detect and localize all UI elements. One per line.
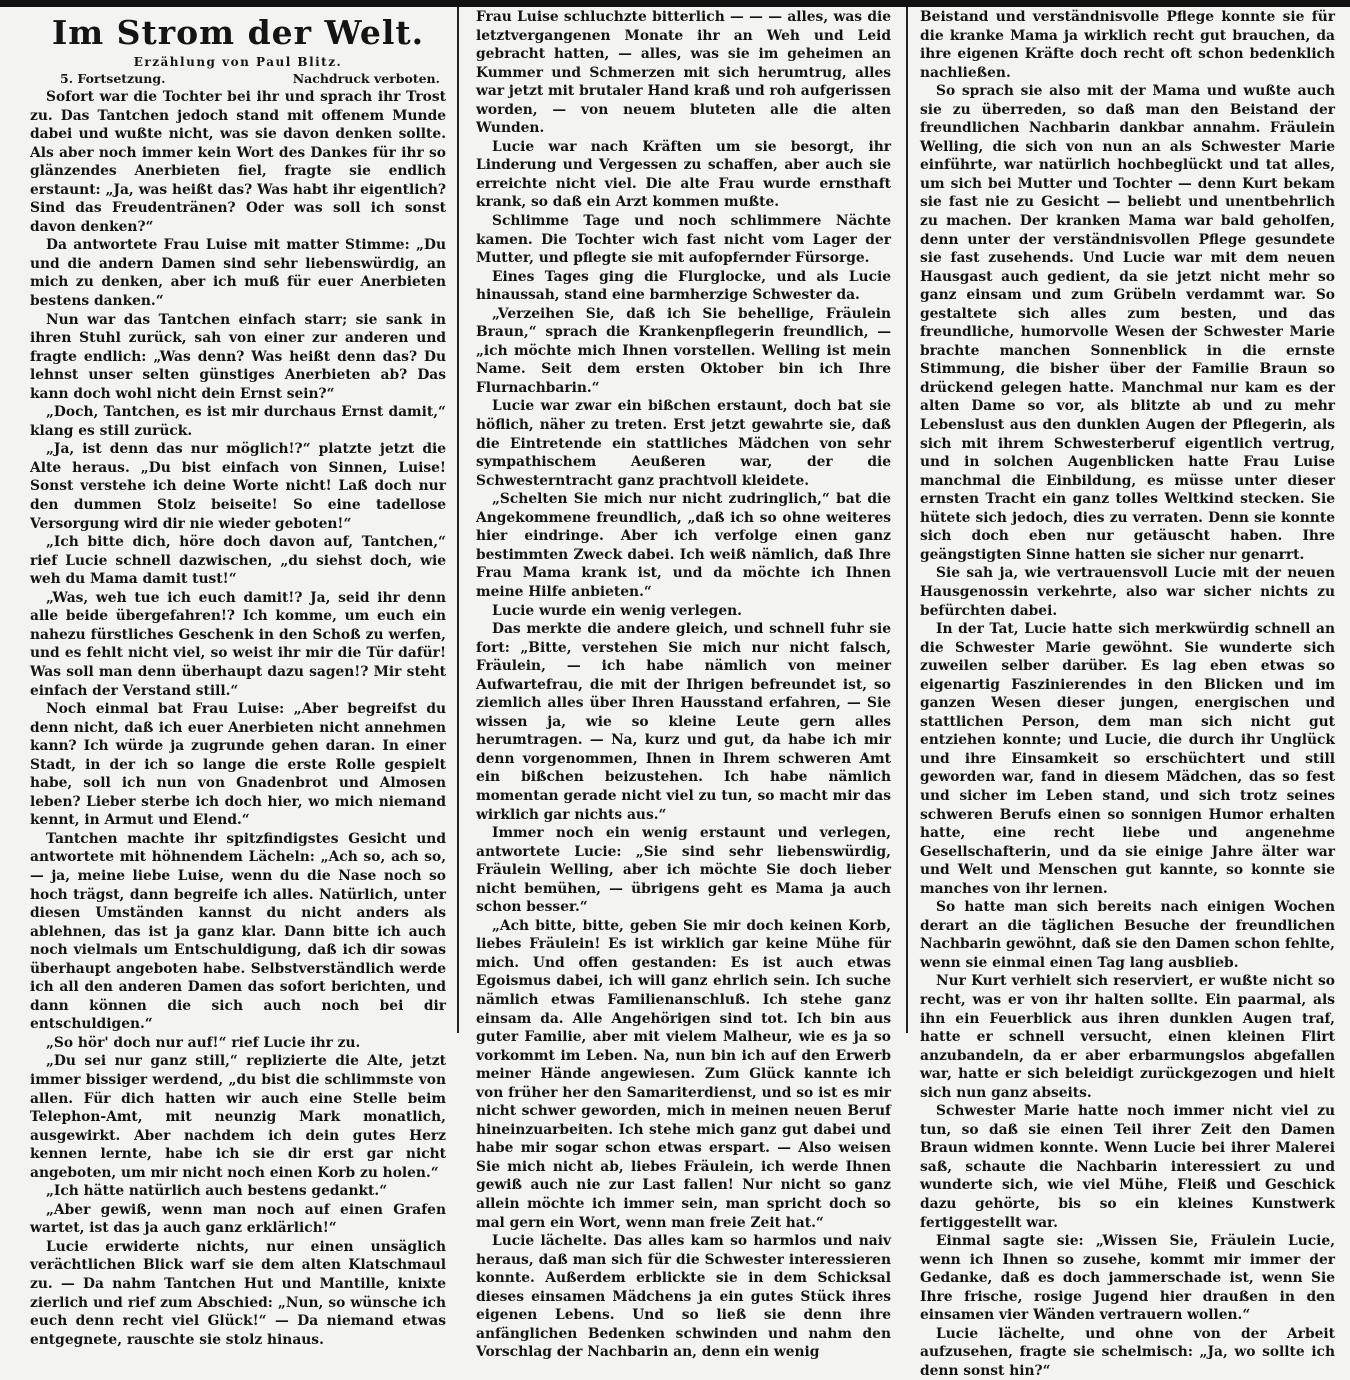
paragraph: Lucie war nach Kräften um sie besorgt, ihr Linderung und Vergessen zu schaffen, aber auch sie erreichte nicht viel. Die alte Frau wurde ernsthaft krank, so daß ein Arzt kommen mußte. [476,138,891,211]
paragraph: So hatte man sich bereits nach einigen Wochen derart an die täglichen Besuche der freundlichen Nachbarin gewöhnt, daß sie den Damen schon fehlte, wenn sie einmal einen Tag lang ausblieb. [920,899,1335,971]
paragraph: In der Tat, Lucie hatte sich merkwürdig schnell an die Schwester Marie gewöhnt. Sie wunderte sich zuweilen selber darüber. Es lag eben etwas so eigenartig Faszinierendes in den Blicken und im ganzen Wesen dieser jungen, energischen und stattlichen Person, dem man sich nicht gut entziehen konnte; und Lucie, die durch ihr Unglück und ihre Einsamkeit so erschüchtert und still geworden war, fand in diesem Mädchen, das so fest und sicher im Leben stand, und sich trotz seines schweren Berufs einen so sonnigen Humor erhalten hatte, eine recht liebe und angenehme Gesellschafterin, und da sie einige Jahre älter war und Welt und Menschen gut kannte, so konnte sie manches von ihr lernen. [920,621,1335,897]
paragraph: Immer noch ein wenig erstaunt und verlegen, antwortete Lucie: „Sie sind sehr liebenswürdig, Fräulein Welling, aber ich möchte Sie doch lieber nicht bemühen, — übrigens geht es Mama ja auch schon besser.“ [476,825,891,916]
column-1 [30,8,446,1348]
paragraph: „Ach bitte, bitte, geben Sie mir doch keinen Korb, liebes Fräulein! Es ist wirklich gar keine Mühe für mich. Und offen gestanden: Es ist auch etwas Egoismus dabei, ich will ganz ehrlich sein. Ich suche nämlich etwas Familienanschluß. Ich stehe ganz einsam da. Alle Angehörigen sind tot. Ich bin aus guter Familie, aber mit vielem Malheur, wie es ja so vorkommt im Leben. Na, nun bin ich auf den Erwerb meiner Hände angewiesen. Zum Glück kannte ich von früher her den Samariterdienst, und so ist es mir nicht schwer geworden, mich in meinen neuen Beruf hineinzuarbeiten. Ich stehe mich ganz gut dabei und habe mir sogar schon etwas erspart. — Also weisen Sie mich nicht ab, liebes Fräulein, ich werde Ihnen gewiß auch nie zur Last fallen! Nur nicht so ganz allein möchte ich immer sein, man spricht doch so mal gern ein Wort, wenn man freie Zeit hat.“ [476,917,891,1231]
paragraph: Schwester Marie hatte noch immer nicht viel zu tun, so daß sie einen Teil ihrer Zeit den Damen Braun widmen konnte. Wenn Lucie bei ihrer Malerei saß, schaute die Nachbarin interessiert zu und wunderte sich, wie viel Mühe, Fleiß und Geschick dazu gehörte, bis so ein kleines Kunstwerk fertiggestellt war. [920,1103,1335,1231]
column-divider-1 [457,7,459,1033]
paragraph: Sofort war die Tochter bei ihr und sprach ihr Trost zu. Das Tantchen jedoch stand mit offenem Munde dabei und wußte nicht, was sie davon denken sollte. Als aber noch immer kein Wort des Dankes für ihr so glänzendes Anerbieten fiel, fragte sie endlich erstaunt: „Ja, was heißt das? Was habt ihr eigentlich? Sind das Freudentränen? Oder was soll ich sonst davon denken?“ [30,89,446,235]
paragraph: Nur Kurt verhielt sich reserviert, er wußte nicht so recht, was er von ihr halten sollte. Ein paarmal, als ihn ein Feuerblick aus ihren dunklen Augen traf, hatte er schnell versucht, einen kleinen Flirt anzubandeln, da er aber erbarmungslos abgefallen war, hatte er sich beleidigt zurückgezogen und hielt sich nun ganz abseits. [920,973,1335,1101]
paragraph: Lucie erwiderte nichts, nur einen unsäglich verächtlichen Blick warf sie dem alten Klatschmaul zu. — Da nahm Tantchen Hut und Mantille, knixte zierlich und rief zum Abschied: „Nun, so wünsche ich euch denn recht viel Glück!“ — Da niemand etwas entgegnete, rauschte sie stolz hinaus. [30,1238,446,1348]
paragraph: „Ja, ist denn das nur möglich!?“ platzte jetzt die Alte heraus. „Du bist einfach von Sinnen, Luise! Sonst verstehe ich deine Worte nicht! Laß doch nur den dummen Stolz beiseite! So eine tadellose Versorgung wird dir nie wieder geboten!“ [30,441,446,532]
paragraph: Nun war das Tantchen einfach starr; sie sank in ihren Stuhl zurück, sah von einer zur anderen und fragte endlich: „Was denn? Was heißt denn das? Du lehnst unser selten günstiges Anerbieten ab? Das kann doch wohl nicht dein Ernst sein?“ [30,311,446,402]
column-3 [920,8,1335,1379]
paragraph: Sie sah ja, wie vertrauensvoll Lucie mit der neuen Hausgenossin verkehrte, also war sicher nichts zu befürchten dabei. [920,565,1335,619]
paragraph: Das merkte die andere gleich, und schnell fuhr sie fort: „Bitte, verstehen Sie mich nur nicht falsch, Fräulein, — ich habe nämlich von meiner Aufwartefrau, die mit der Ihrigen befreundet ist, so ziemlich alles über Ihren Hausstand erfahren, — Sie wissen ja, wie so kleine Leute gern alles herumtragen. — Na, kurz und gut, da habe ich mir denn vorgenommen, Ihnen in Ihrem schweren Amt ein bißchen beizustehen. Ich habe nämlich momentan gerade nicht viel zu tun, so macht mir das wirklich gar nichts aus.“ [476,621,891,823]
paragraph: Frau Luise schluchzte bitterlich — — — alles, was die letztvergangenen Monate ihr an Weh und Leid gebracht hatten, — alles, was sie im geheimen an Kummer und Schmerzen mit sich herumtrug, alles war jetzt mit brutaler Hand kraß und roh aufgerissen worden, — von neuem bluteten alle die alten Wunden. [476,9,891,137]
installment-label: 5. Fortsetzung. [60,71,166,86]
paragraph: Da antwortete Frau Luise mit matter Stimme: „Du und die andern Damen sind sehr liebenswürdig, an mich zu denken, aber ich muß für euer Anerbieten bestens danken.“ [30,237,446,310]
paragraph: Beistand und verständnisvolle Pflege konnte sie für die kranke Mama ja wirklich recht gut brauchen, da ihre eigenen Kräfte doch recht oft schon bedenklich nachließen. [920,9,1335,81]
article-byline: Erzählung von Paul Blitz. [133,55,343,69]
paragraph: Lucie lächelte, und ohne von der Arbeit aufzusehen, fragte sie schelmisch: „Ja, wo sollte ich denn sonst hin?“ [920,1325,1335,1379]
paragraph: So sprach sie also mit der Mama und wußte auch sie zu überreden, so daß man den Beistand der freundlichen Nachbarin dankbar annahm. Fräulein Welling, die sich von nun an als Schwester Marie einführte, war natürlich hochbeglückt und tat alles, um sich bei Mutter und Tochter — denn Kurt bekam sie fast nie zu Gesicht — beliebt und unentbehrlich zu machen. Der kranken Mama war bald geholfen, denn unter der verständnisvollen Pflege gesundete sie fast zusehends. Und Lucie war mit dem neuen Hausgast auch gedient, da sie jetzt nicht mehr so ganz einsam und zum Grübeln verdammt war. So gestaltete sich alles zum besten, und das freundliche, humorvolle Wesen der Schwester Marie brachte manchen Sonnenblick in die ernste Stimmung, die bisher über der Familie Braun so drückend gelegen hatte. Manchmal nur kam es der alten Dame so vor, als blitzte ab und zu mehr Lebenslust aus den dunklen Augen der Pflegerin, als sich mit ihrem Schwesterberuf eigentlich vertrug, und in solchen Augenblicken hatte Frau Luise manchmal die Einbildung, es müsse unter dieser ernsten Tracht ein ganz tolles Weltkind stecken. Sie hütete sich jedoch, dies zu verraten. Denn sie konnte sich doch eben nur getäuscht haben. Ihre geängstigten Sinne hatten sie sicher nur genarrt. [920,83,1335,563]
column-2 [476,8,891,1361]
article-title: Im Strom der Welt. [51,13,425,52]
paragraph: Schlimme Tage und noch schlimmere Nächte kamen. Die Tochter wich fast nicht vom Lager der Mutter, und pflegte sie mit aufopfernder Fürsorge. [476,213,891,267]
paragraph: Noch einmal bat Frau Luise: „Aber begreifst du denn nicht, daß ich euer Anerbieten nicht annehmen kann? Ich würde ja zugrunde gehen daran. In einer Stadt, in der ich so lange die erste Rolle gespielt habe, soll ich nun von Gnadenbrot und Almosen leben? Lieber sterbe ich doch hier, wo mich niemand kennt, in Armut und Elend.“ [30,701,446,829]
paragraph: „Schelten Sie mich nur nicht zudringlich,“ bat die Angekommene freundlich, „daß ich so ohne weiteres hier eindringe. Aber ich verfolge einen ganz bestimmten Zweck dabei. Ich weiß nämlich, daß Ihre Frau Mama krank ist, und da möchte ich Ihnen meine Hilfe anbieten.“ [476,491,891,600]
paragraph: „Doch, Tantchen, es ist mir durchaus Ernst damit,“ klang es still zurück. [30,404,446,439]
article-meta [30,70,446,88]
paragraph: Einmal sagte sie: „Wissen Sie, Fräulein Lucie, wenn ich Ihnen so zusehe, kommt mir immer der Gedanke, daß es doch jammerschade ist, wenn Sie Ihre frische, rosige Jugend hier draußen in den einsamen vier Wänden vertrauern wollen.“ [920,1233,1335,1324]
paragraph: „Du sei nur ganz still,“ replizierte die Alte, jetzt immer bissiger werdend, „du bist die schlimmste von allen. Für dich hatten wir auch eine Stelle beim Telephon-Amt, mit neunzig Mark monatlich, ausgewirkt. Aber nachdem ich dein gutes Herz kennen lernte, habe ich sie dir erst gar nicht angeboten, um mir nicht noch einen Korb zu holen.“ [30,1053,446,1181]
paragraph: „Aber gewiß, wenn man noch auf einen Grafen wartet, ist das ja auch ganz erklärlich!“ [30,1201,446,1237]
paragraph: „Was, weh tue ich euch damit!? Ja, seid ihr denn alle beide übergefahren!? Ich komme, um euch ein nahezu fürstliches Geschenk in den Schoß zu werfen, und es fehlt nicht viel, so weist ihr mir die Tür dafür! Was soll man denn überhaupt dazu sagen!? Mir steht einfach der Verstand still.“ [30,589,446,699]
paragraph: Lucie lächelte. Das alles kam so harmlos und naiv heraus, daß man sich für die Schwester interessieren konnte. Außerdem erblickte sie in dem Schicksal dieses einsamen Mädchens ja ein gutes Stück ihres eigenen Lebens. Und so ließ sie denn ihre anfänglichen Bedenken schwinden und nahm den Vorschlag der Nachbarin an, denn ein wenig [476,1233,891,1361]
paragraph: „Ich hätte natürlich auch bestens gedankt.“ [46,1183,388,1200]
paragraph: Tantchen machte ihr spitzfindigstes Gesicht und antwortete mit höhnendem Lächeln: „Ach so, ach so, — ja, meine liebe Luise, wenn du die Nase noch so hoch trägst, dann begreife ich alles. Natürlich, unter diesen Umständen kannst du nicht anders als ablehnen, das ist ja ganz klar. Dann bitte ich auch noch vielmals um Entschuldigung, daß ich dir sowas überhaupt angeboten habe. Selbstverständlich werde ich all den anderen Damen das sofort berichten, und dann können die sich auch noch bei dir entschuldigen.“ [30,830,446,1033]
column-divider-2 [906,7,908,1033]
top-rule [0,0,1350,7]
paragraph: Eines Tages ging die Flurglocke, und als Lucie hinaussah, stand eine barmherzige Schwester da. [476,268,891,304]
paragraph: „Verzeihen Sie, daß ich Sie behellige, Fräulein Braun,“ sprach die Krankenpflegerin freundlich, — „ich möchte mich Ihnen vorstellen. Welling ist mein Name. Seit dem ersten Oktober bin ich Ihre Flurnachbarin.“ [476,305,891,396]
reprint-notice: Nachdruck verboten. [292,71,440,86]
paragraph: „So hör' doch nur auf!“ rief Lucie ihr zu. [46,1034,361,1051]
paragraph: Lucie war zwar ein bißchen erstaunt, doch bat sie höflich, näher zu treten. Erst jetzt gewahrte sie, daß die Eintretende ein stattliches Mädchen von sehr sympathischem Aeußeren war, der die Schwesterntracht ganz prachtvoll kleidete. [476,398,891,489]
paragraph: „Ich bitte dich, höre doch davon auf, Tantchen,“ rief Lucie schnell dazwischen, „du siehst doch, wie weh du Mama damit tust!“ [30,534,446,588]
paragraph: Lucie wurde ein wenig verlegen. [492,602,742,619]
